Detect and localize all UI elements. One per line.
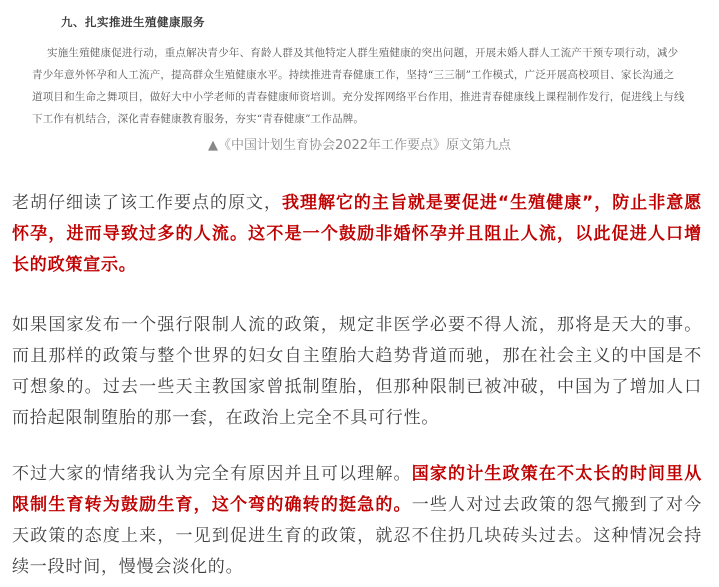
document-section-heading: 九、扎实推进生殖健康服务 (61, 15, 205, 29)
article-paragraph-1 (12, 188, 702, 281)
article-paragraph-2: 如果国家发布一个强行限制人流的政策，规定非医学必要不得人流，那将是天大的事。而且那样的政策与整个世界的妇女自主堕胎大趋势背道而驰，那在社会主义的中国是不可想象的。过去一些天主教国家曾抵制堕胎，但那种限制已被冲破，中国为了增加人口而拾起限制堕胎的那一套，在政治上完全不具可行性。 (12, 315, 702, 428)
article-paragraph-3 (12, 459, 702, 583)
policy-document-excerpt-image (0, 0, 719, 166)
document-line: 道项目和生命之舞项目，做好大中小学老师的青春健康师资培训。充分发挥网络平台作用，推进青春健康线上课程制作发行，促进线上与线 (32, 91, 685, 103)
highlighted-text: 我理解它的主旨就是要促进“生殖健康”，防止非意愿怀孕，进而导致过多的人流。这不是一个鼓励非婚怀孕并且阻止人流，以此促进人口增长的政策宣示。 (12, 193, 703, 275)
paragraph-plain-text: 一些人对过去政策的怨气搬到了对今天政策的态度上来，一见到促进生育的政策，就忍不住扔几块砖头过去。这种情况会持续一段时间，慢慢会淡化的。 (12, 495, 702, 577)
document-line: 实施生殖健康促进行动，重点解决青少年、育龄人群及其他特定人群生殖健康的突出问题，开展未婚人群人工流产干预专项行动，减少 (47, 47, 679, 59)
paragraph-plain-text: 老胡仔细读了该工作要点的原文， (12, 193, 282, 213)
paragraph-plain-text: 不过大家的情绪我认为完全有原因并且可以理解。 (12, 464, 412, 484)
image-caption: ▲《中国计划生育协会2022年工作要点》原文第九点 (207, 138, 512, 153)
document-line: 青少年意外怀孕和人工流产，提高群众生殖健康水平。持续推进青春健康工作，坚持“三三制”工作模式，广泛开展高校项目、家长沟通之 (32, 69, 675, 81)
document-line: 下工作有机结合，深化青春健康教育服务，夯实“青春健康”工作品牌。 (32, 113, 365, 125)
highlighted-text: 国家的计生政策在不太长的时间里从限制生育转为鼓励生育，这个弯的确转的挺急的。 (12, 464, 702, 515)
